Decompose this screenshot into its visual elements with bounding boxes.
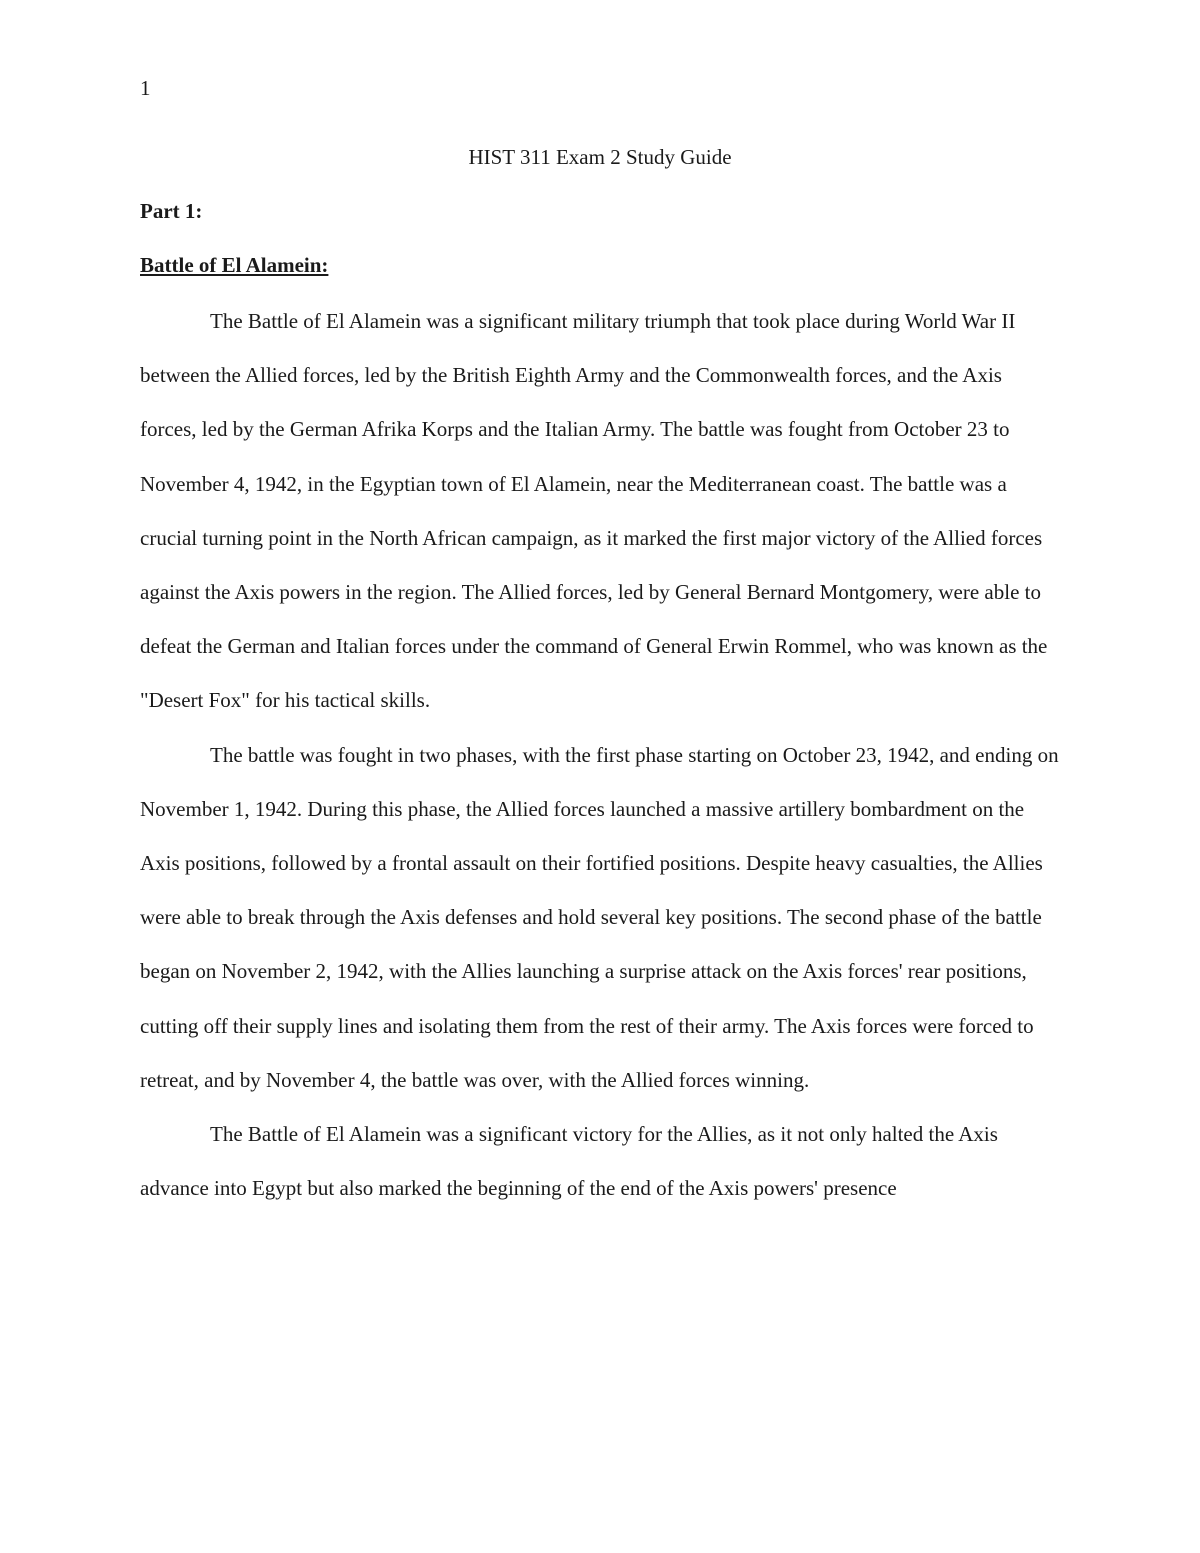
page-number: 1 <box>140 76 151 100</box>
part-heading: Part 1: <box>140 199 203 223</box>
document-title: HIST 311 Exam 2 Study Guide <box>468 145 732 169</box>
paragraph-1: The Battle of El Alamein was a significant military triumph that took place during World War II between the Allied forces, led by the British Eighth Army and the Commonwealth forces, and the Axis forces, led by the German Afrika Korps and the Italian Army. The battle was fought from October 23 to November 4, 1942, in the Egyptian town of El Alamein, near the Mediterranean coast. The battle was a crucial turning point in the North African campaign, as it marked the first major victory of the Allied forces against the Axis powers in the region. The Allied forces, led by General Bernard Montgomery, were able to defeat the German and Italian forces under the command of General Erwin Rommel, who was known as the "Desert Fox" for his tactical skills. <box>140 309 1048 713</box>
section-heading: Battle of El Alamein: <box>140 253 329 277</box>
paragraph-3: The Battle of El Alamein was a significant victory for the Allies, as it not only halted the Axis advance into Egypt but also marked the beginning of the end of the Axis powers' presence <box>140 1122 998 1201</box>
paragraph-2: The battle was fought in two phases, with the first phase starting on October 23, 1942, and ending on November 1, 1942. During this phase, the Allied forces launched a massive artillery bombardment on the Axis positions, followed by a frontal assault on their fortified positions. Despite heavy casualties, the Allies were able to break through the Axis defenses and hold several key positions. The second phase of the battle began on November 2, 1942, with the Allies launching a surprise attack on the Axis forces' rear positions, cutting off their supply lines and isolating them from the rest of their army. The Axis forces were forced to retreat, and by November 4, the battle was over, with the Allied forces winning. <box>140 742 1059 1092</box>
body-text <box>140 294 1060 1215</box>
